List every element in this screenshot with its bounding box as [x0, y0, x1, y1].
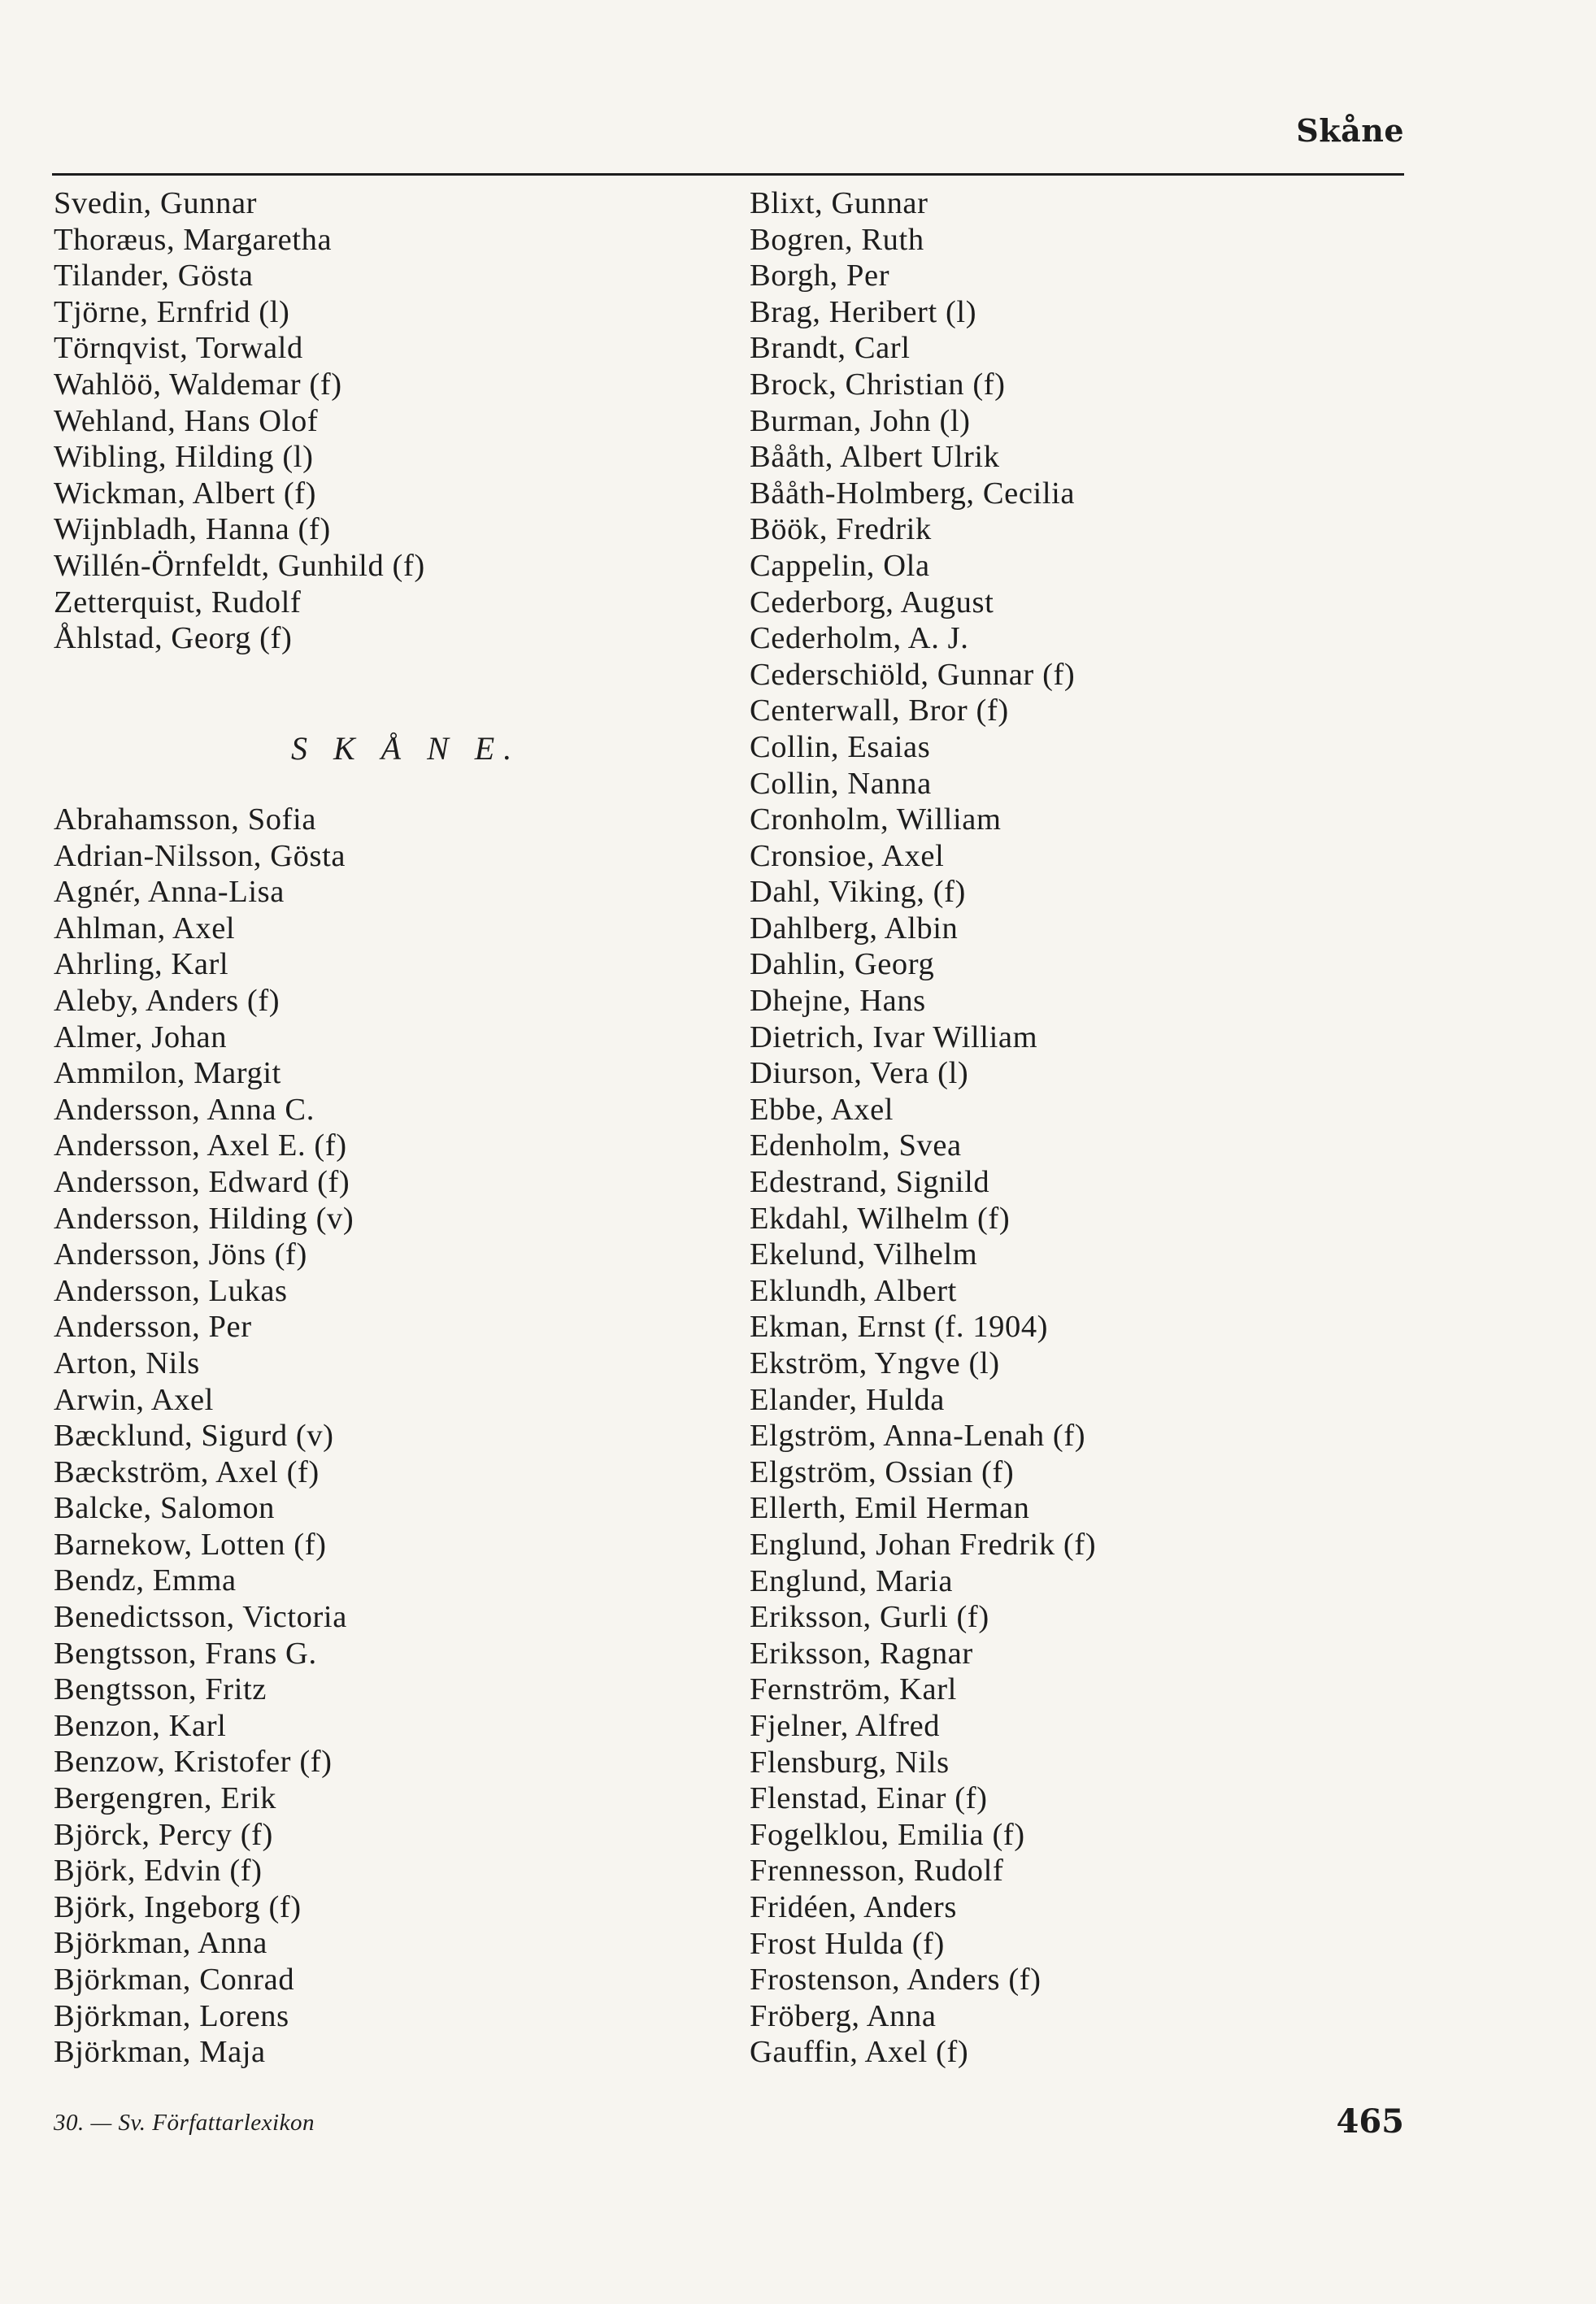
list-item: Edestrand, Signild	[750, 1165, 990, 1200]
list-item: Wehland, Hans Olof	[54, 403, 319, 438]
list-item: Zetterquist, Rudolf	[54, 585, 302, 619]
list-item: Ellerth, Emil Herman	[750, 1491, 1030, 1526]
list-item: Fogelklou, Emilia (f)	[750, 1817, 1025, 1852]
list-item: Bæckström, Axel (f)	[54, 1454, 320, 1489]
list-item: Björkman, Anna	[54, 1926, 267, 1961]
list-item: Dahl, Viking, (f)	[750, 875, 966, 910]
section-heading: S K Å N E.	[291, 730, 521, 767]
list-item: Andersson, Lukas	[54, 1273, 288, 1308]
list-item: Fjelner, Alfred	[750, 1708, 941, 1743]
list-item: Dhejne, Hans	[750, 984, 926, 1019]
list-item: Björck, Percy (f)	[54, 1817, 273, 1852]
list-item: Balcke, Salomon	[54, 1491, 276, 1526]
list-item: Dietrich, Ivar William	[750, 1019, 1038, 1054]
list-item: Dahlin, Georg	[750, 947, 935, 982]
list-item: Brandt, Carl	[750, 331, 911, 366]
list-item: Cederholm, A. J.	[750, 621, 969, 656]
left-column-bottom-list	[54, 802, 354, 2071]
list-item: Törnqvist, Torwald	[54, 331, 303, 366]
list-item: Tilander, Gösta	[54, 259, 254, 293]
list-item: Thoræus, Margaretha	[54, 222, 333, 257]
list-item: Barnekow, Lotten (f)	[54, 1527, 327, 1562]
list-item: Cederschiöld, Gunnar (f)	[750, 657, 1076, 692]
list-item: Aleby, Anders (f)	[54, 983, 280, 1018]
running-head: Skåne	[1296, 112, 1404, 149]
list-item: Benzon, Karl	[54, 1708, 227, 1743]
list-item: Frostenson, Anders (f)	[750, 1963, 1042, 1998]
right-column-list	[750, 185, 1096, 2071]
list-item: Arwin, Axel	[54, 1382, 214, 1417]
list-item: Abrahamsson, Sofia	[54, 802, 317, 837]
list-item: Agnér, Anna-Lisa	[54, 875, 285, 910]
list-item: Cappelin, Ola	[750, 548, 930, 583]
footer-signature: 30. — Sv. Författarlexikon	[54, 2110, 315, 2136]
list-item: Flenstad, Einar (f)	[750, 1781, 988, 1816]
list-item: Blixt, Gunnar	[750, 186, 928, 220]
list-item: Böök, Fredrik	[750, 512, 932, 547]
list-item: Frost Hulda (f)	[750, 1926, 945, 1961]
list-item: Wibling, Hilding (l)	[54, 440, 314, 475]
list-item: Collin, Esaias	[750, 729, 931, 764]
list-item: Arton, Nils	[54, 1345, 200, 1380]
list-item: Svedin, Gunnar	[54, 186, 258, 220]
list-item: Collin, Nanna	[750, 766, 932, 801]
list-item: Gauffin, Axel (f)	[750, 2035, 969, 2070]
list-item: Brock, Christian (f)	[750, 367, 1006, 402]
list-item: Bæcklund, Sigurd (v)	[54, 1419, 334, 1454]
list-item: Bengtsson, Fritz	[54, 1672, 267, 1707]
list-item: Fröberg, Anna	[750, 1998, 937, 2033]
list-item: Borgh, Per	[750, 259, 890, 293]
list-item: Andersson, Anna C.	[54, 1092, 315, 1127]
list-item: Elander, Hulda	[750, 1382, 945, 1417]
list-item: Ekelund, Vilhelm	[750, 1237, 978, 1272]
list-item: Bogren, Ruth	[750, 222, 924, 257]
list-item: Fernström, Karl	[750, 1672, 957, 1707]
list-item: Björk, Ingeborg (f)	[54, 1889, 302, 1924]
list-item: Dahlberg, Albin	[750, 911, 959, 946]
list-item: Björkman, Maja	[54, 2035, 266, 2070]
list-item: Brag, Heribert (l)	[750, 294, 977, 329]
list-item: Fridéen, Anders	[750, 1889, 957, 1924]
list-item: Tjörne, Ernfrid (l)	[54, 294, 290, 329]
list-item: Andersson, Jöns (f)	[54, 1237, 307, 1272]
list-item: Eriksson, Gurli (f)	[750, 1600, 989, 1635]
list-item: Bååth-Holmberg, Cecilia	[750, 476, 1076, 511]
list-item: Björkman, Lorens	[54, 1998, 289, 2033]
header-rule	[52, 173, 1404, 176]
list-item: Burman, John (l)	[750, 403, 971, 438]
list-item: Diurson, Vera (l)	[750, 1056, 969, 1091]
list-item: Andersson, Per	[54, 1310, 252, 1345]
page-number: 465	[1336, 2102, 1404, 2141]
list-item: Eklundh, Albert	[750, 1273, 957, 1308]
list-item: Wijnbladh, Hanna (f)	[54, 512, 331, 547]
list-item: Björk, Edvin (f)	[54, 1854, 263, 1889]
list-item: Bengtsson, Frans G.	[54, 1636, 317, 1671]
list-item: Wickman, Albert (f)	[54, 476, 317, 511]
list-item: Englund, Maria	[750, 1563, 954, 1598]
list-item: Benedictsson, Victoria	[54, 1600, 347, 1635]
list-item: Eriksson, Ragnar	[750, 1636, 973, 1671]
list-item: Björkman, Conrad	[54, 1963, 295, 1997]
list-item: Willén-Örnfeldt, Gunhild (f)	[54, 548, 425, 583]
list-item: Benzow, Kristofer (f)	[54, 1745, 333, 1780]
list-item: Cronsioe, Axel	[750, 838, 945, 873]
list-item: Flensburg, Nils	[750, 1745, 950, 1780]
left-column-top-list	[54, 185, 425, 657]
list-item: Elgström, Anna-Lenah (f)	[750, 1419, 1086, 1454]
list-item: Ebbe, Axel	[750, 1092, 894, 1127]
list-item: Centerwall, Bror (f)	[750, 693, 1009, 728]
list-item: Elgström, Ossian (f)	[750, 1454, 1015, 1489]
list-item: Ekman, Ernst (f. 1904)	[750, 1310, 1049, 1345]
list-item: Åhlstad, Georg (f)	[54, 621, 293, 656]
list-item: Ahlman, Axel	[54, 911, 236, 946]
list-item: Ekström, Yngve (l)	[750, 1346, 1000, 1380]
list-item: Ammilon, Margit	[54, 1056, 281, 1091]
list-item: Cronholm, William	[750, 802, 1002, 837]
list-item: Ahrling, Karl	[54, 947, 229, 982]
list-item: Bendz, Emma	[54, 1563, 237, 1598]
list-item: Frennesson, Rudolf	[750, 1854, 1004, 1889]
list-item: Adrian-Nilsson, Gösta	[54, 838, 346, 873]
list-item: Cederborg, August	[750, 585, 994, 619]
list-item: Andersson, Edward (f)	[54, 1164, 350, 1199]
list-item: Ekdahl, Wilhelm (f)	[750, 1201, 1011, 1236]
list-item: Bååth, Albert Ulrik	[750, 440, 1000, 475]
list-item: Andersson, Hilding (v)	[54, 1201, 354, 1236]
list-item: Englund, Johan Fredrik (f)	[750, 1527, 1097, 1562]
list-item: Bergengren, Erik	[54, 1781, 277, 1816]
list-item: Edenholm, Svea	[750, 1128, 962, 1163]
list-item: Almer, Johan	[54, 1019, 228, 1054]
list-item: Wahlöö, Waldemar (f)	[54, 367, 342, 402]
list-item: Andersson, Axel E. (f)	[54, 1128, 347, 1163]
